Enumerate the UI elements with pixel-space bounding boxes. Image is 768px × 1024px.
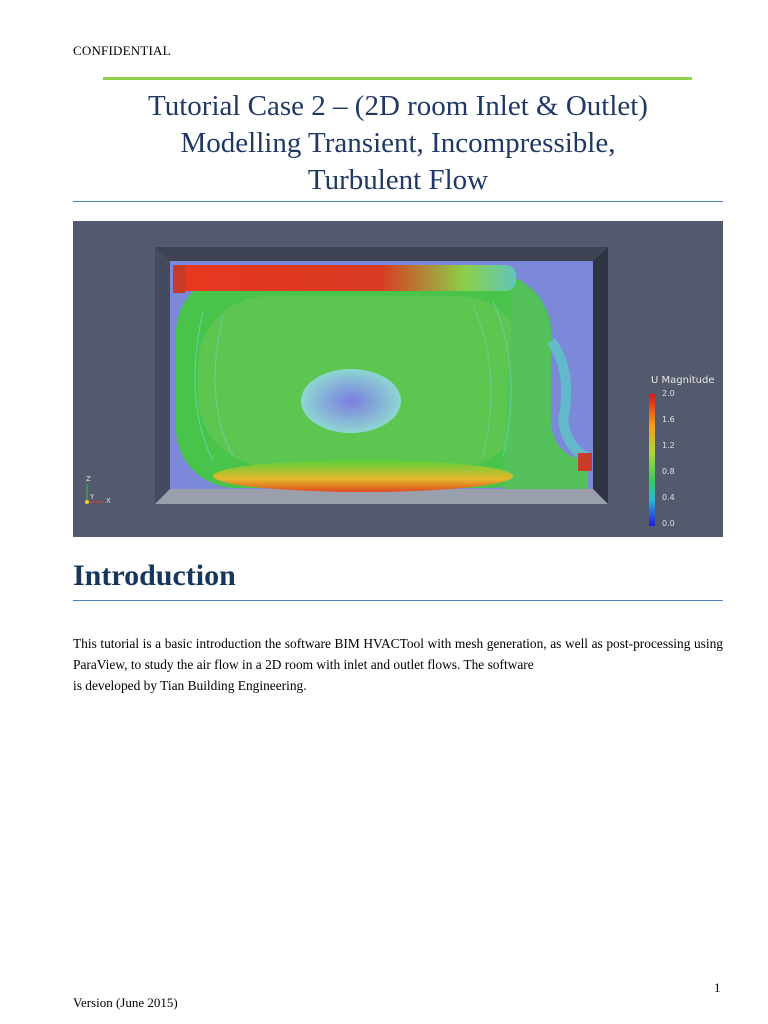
intro-paragraph: This tutorial is a basic introduction the software BIM HVACTool with mesh generation, as well as post-processing using ParaView, to study the air flow in a 2D room with inlet and outlet flows. The software bbox=[73, 636, 723, 672]
green-divider bbox=[103, 77, 692, 80]
flow-visualization-figure bbox=[73, 221, 723, 537]
title-line-2: Modelling Transient, Incompressible, bbox=[180, 127, 616, 159]
section-heading: Introduction bbox=[73, 559, 236, 592]
axis-label-z: Z bbox=[86, 475, 91, 483]
colorbar-tick: 1.2 bbox=[662, 441, 675, 450]
axis-label-y: Y bbox=[90, 493, 95, 501]
colorbar-tick: 1.6 bbox=[662, 415, 675, 424]
page-number: 1 bbox=[714, 980, 721, 995]
flow-field-image bbox=[73, 221, 723, 537]
title-divider bbox=[73, 201, 723, 202]
colorbar bbox=[649, 394, 655, 526]
colorbar-tick: 0.4 bbox=[662, 493, 675, 502]
section-divider bbox=[73, 600, 723, 601]
colorbar-title: U Magnitude bbox=[651, 375, 715, 386]
colorbar-tick: 2.0 bbox=[662, 389, 675, 398]
intro-paragraph-last-line: is developed by Tian Building Engineering. bbox=[73, 678, 307, 693]
version-footer: Version (June 2015) bbox=[73, 995, 178, 1010]
colorbar-tick: 0.0 bbox=[662, 519, 675, 528]
colorbar-tick: 0.8 bbox=[662, 467, 675, 476]
title-line-1: Tutorial Case 2 – (2D room Inlet & Outlet) bbox=[148, 90, 648, 122]
document-title bbox=[73, 88, 723, 199]
axis-label-x: X bbox=[106, 497, 111, 505]
confidential-label: CONFIDENTIAL bbox=[73, 43, 171, 58]
title-line-3: Turbulent Flow bbox=[307, 164, 489, 196]
